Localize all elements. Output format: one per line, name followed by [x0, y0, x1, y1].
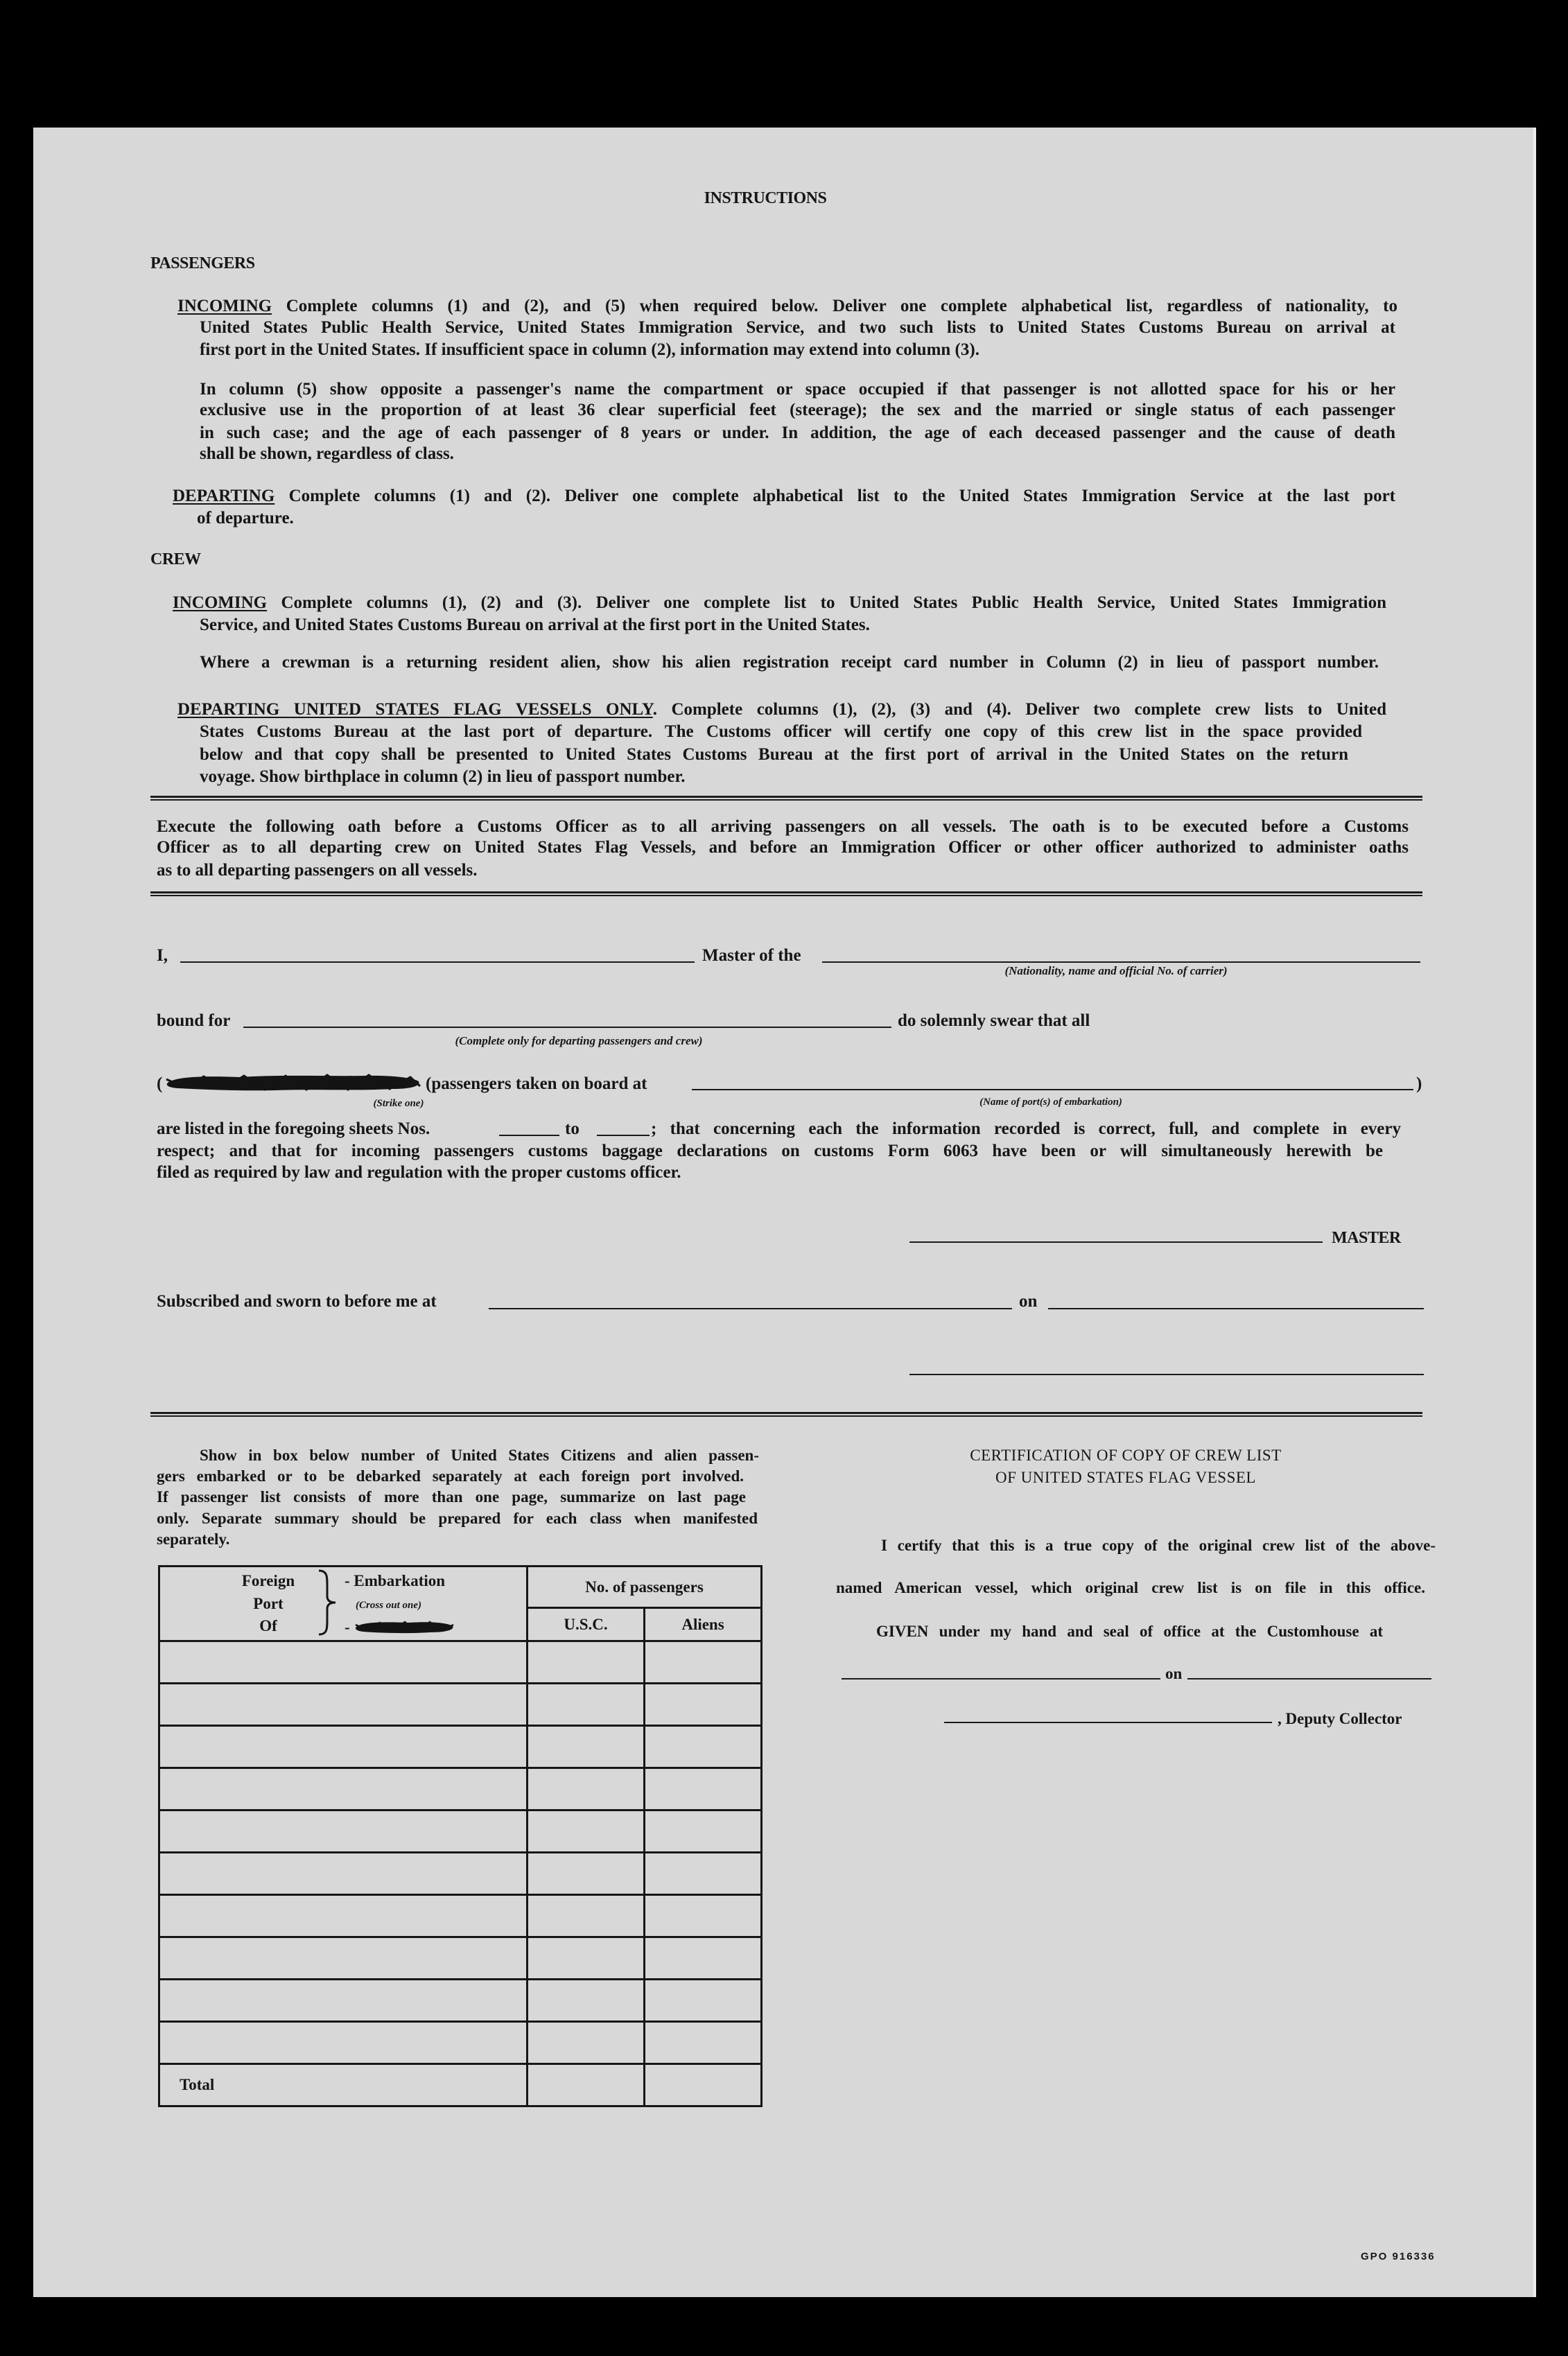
aliens-cell	[645, 1895, 762, 1937]
sworn-date-blank	[1048, 1308, 1424, 1309]
aliens-cell	[645, 1768, 762, 1810]
crew-departing-flag-line-1	[177, 701, 1386, 718]
table-header-row	[159, 1567, 762, 1608]
port-label: Port	[253, 1595, 284, 1612]
oath-line-2: respect; and that for incoming passengers customs baggage declarations on customs Form 6063 have been or will simultaneously herewith be	[157, 1142, 1383, 1160]
certification-on-label: on	[1165, 1665, 1183, 1682]
usc-cell	[528, 1895, 645, 1937]
table-row	[159, 1810, 762, 1853]
crew-incoming-line-1	[173, 594, 1386, 611]
oath-line-1: ; that concerning each the information recorded is correct, full, and complete in every	[651, 1119, 1401, 1138]
aliens-total-cell	[645, 2064, 762, 2106]
sheet-to-blank	[597, 1135, 650, 1136]
aliens-cell	[645, 1980, 762, 2022]
table-row	[159, 1980, 762, 2022]
certification-date-blank	[1187, 1678, 1431, 1679]
summary-note-line-1: Show in box below number of United States Citizens and alien passen-	[200, 1447, 759, 1464]
usc-total-cell	[528, 2064, 645, 2106]
open-paren: (	[157, 1074, 163, 1093]
usc-cell	[528, 1684, 645, 1726]
passengers-departing-line-1	[173, 487, 1395, 505]
column5-line-4: shall be shown, regardless of class.	[200, 444, 454, 463]
aliens-cell	[645, 1684, 762, 1726]
crew-departing-flag-line-4: voyage. Show birthplace in column (2) in lieu of passport number.	[200, 767, 686, 786]
column5-line-2: exclusive use in the proportion of at least 36 clear superficial feet (steerage); the sex and the married or single status of each passenger	[200, 401, 1395, 419]
incoming-label: INCOMING	[173, 593, 268, 612]
double-rule	[150, 891, 1422, 896]
passengers-incoming-line-3: first port in the United States. If insufficient space in column (2), information may extend into column (3).	[200, 340, 979, 359]
printer-code: GPO 916336	[1361, 2251, 1436, 2262]
embarkation-label: - Embarkation	[345, 1572, 446, 1589]
debarkation-dash: -	[345, 1618, 350, 1636]
port-cell	[159, 1937, 528, 1980]
embarkation-port-blank	[692, 1089, 1413, 1090]
master-label: MASTER	[1332, 1229, 1401, 1247]
redaction-scribble-icon	[164, 1072, 421, 1093]
usc-cell	[528, 1641, 645, 1684]
passengers-incoming-line-2: United States Public Health Service, United States Immigration Service, and two such lists to United States Customs Bureau on arrival at	[200, 318, 1395, 337]
crew-heading: CREW	[150, 550, 201, 568]
port-cell	[159, 1895, 528, 1937]
crew-departing-flag-line-2: States Customs Bureau at the last port of departure. The Customs officer will certify one copy of this crew list in the space provided	[200, 722, 1362, 741]
table-row	[159, 1768, 762, 1810]
aliens-cell	[645, 1937, 762, 1980]
carrier-caption: (Nationality, name and official No. of carrier)	[1004, 964, 1228, 977]
usc-cell	[528, 1726, 645, 1768]
summary-note-line-3: If passenger list consists of more than one page, summarize on last page	[157, 1488, 746, 1506]
port-cell	[159, 1641, 528, 1684]
deputy-signature-blank	[944, 1722, 1272, 1723]
column5-line-3: in such case; and the age of each passenger of 8 years or under. In addition, the age of each deceased passenger and the cause of death	[200, 424, 1395, 442]
solemnly-swear-text: do solemnly swear that all	[898, 1011, 1090, 1030]
passengers-departing-line-2: of departure.	[197, 509, 294, 527]
master-name-blank	[180, 961, 695, 963]
summary-note-line-2: gers embarked or to be debarked separately at each foreign port involved.	[157, 1467, 744, 1485]
certification-line-1: I certify that this is a true copy of the original crew list of the above-	[881, 1537, 1436, 1554]
taken-on-board-text: (passengers taken on board at	[426, 1074, 647, 1093]
bound-for-label: bound for	[157, 1011, 231, 1030]
passengers-heading: PASSENGERS	[150, 254, 255, 272]
listed-sheets-text: are listed in the foregoing sheets Nos.	[157, 1119, 430, 1138]
bound-for-blank	[243, 1027, 891, 1028]
column5-line-1: In column (5) show opposite a passenger's name the compartment or space occupied if that passenger is not allotted space for his or her	[200, 380, 1395, 399]
line-text: . Complete columns (1), (2), (3) and (4). Deliver two complete crew lists to United	[652, 700, 1386, 719]
incoming-label: INCOMING	[177, 297, 272, 315]
line-text: Complete columns (1), (2) and (3). Deliver one complete list to United States Public Health Service, United States Immigration	[281, 593, 1386, 612]
oath-instructions-line-1: Execute the following oath before a Customs Officer as to all arriving passengers on all vessels. The oath is to be executed before a Customs	[157, 817, 1409, 836]
passengers-count-header: No. of passengers	[528, 1567, 762, 1608]
passenger-summary-table	[158, 1565, 763, 2107]
total-row	[159, 2064, 762, 2106]
redaction-scribble-icon	[354, 1619, 455, 1634]
port-cell	[159, 1726, 528, 1768]
aliens-cell	[645, 1853, 762, 1895]
subscribed-text: Subscribed and sworn to before me at	[157, 1292, 437, 1311]
table-row	[159, 1641, 762, 1684]
officer-signature-blank	[909, 1374, 1424, 1375]
usc-cell	[528, 1810, 645, 1853]
oath-instructions-line-2: Officer as to all departing crew on United States Flag Vessels, and before an Immigration Officer or other officer authorized to administer oaths	[157, 838, 1409, 857]
cross-out-caption: (Cross out one)	[356, 1600, 422, 1611]
double-rule	[150, 796, 1422, 801]
sheet-from-blank	[499, 1135, 559, 1136]
bound-for-caption: (Complete only for departing passengers and crew)	[455, 1034, 703, 1047]
table-row	[159, 1726, 762, 1768]
customhouse-blank	[842, 1678, 1160, 1679]
aliens-cell	[645, 1726, 762, 1768]
to-label: to	[565, 1119, 580, 1138]
certification-line-3: GIVEN under my hand and seal of office at the Customhouse at	[876, 1623, 1383, 1640]
departing-label: DEPARTING	[173, 487, 275, 505]
double-rule	[150, 1412, 1422, 1417]
strike-one-caption: (Strike one)	[373, 1098, 424, 1109]
instructions-heading: INSTRUCTIONS	[704, 189, 827, 207]
port-cell	[159, 2022, 528, 2064]
usc-cell	[528, 1980, 645, 2022]
deputy-collector-label: , Deputy Collector	[1278, 1710, 1402, 1727]
foreign-label: Foreign	[241, 1572, 295, 1589]
aliens-cell	[645, 1810, 762, 1853]
sworn-place-blank	[489, 1308, 1012, 1309]
close-paren: )	[1416, 1074, 1422, 1093]
port-cell	[159, 1810, 528, 1853]
total-label: Total	[159, 2064, 528, 2106]
brace-icon	[317, 1569, 338, 1637]
summary-note-line-5: separately.	[157, 1530, 230, 1548]
table-row	[159, 1684, 762, 1726]
table-row	[159, 1937, 762, 1980]
port-header-cell	[159, 1567, 528, 1641]
table-row	[159, 1853, 762, 1895]
summary-note-line-4: only. Separate summary should be prepared for each class when manifested	[157, 1510, 758, 1527]
table-row	[159, 1895, 762, 1937]
port-cell	[159, 1980, 528, 2022]
oath-i: I,	[157, 946, 168, 965]
port-cell	[159, 1853, 528, 1895]
port-cell	[159, 1768, 528, 1810]
of-label: Of	[259, 1617, 277, 1634]
aliens-cell	[645, 2022, 762, 2064]
certification-title-line-2: OF UNITED STATES FLAG VESSEL	[995, 1469, 1256, 1486]
oath-line-3: filed as required by law and regulation with the proper customs officer.	[157, 1163, 681, 1182]
carrier-blank	[822, 961, 1420, 963]
usc-cell	[528, 1853, 645, 1895]
on-label: on	[1019, 1292, 1038, 1311]
certification-line-2: named American vessel, which original crew list is on file in this office.	[836, 1579, 1425, 1596]
oath-instructions-line-3: as to all departing passengers on all vessels.	[157, 861, 478, 880]
table-row	[159, 2022, 762, 2064]
departing-flag-label: DEPARTING UNITED STATES FLAG VESSELS ONLY	[177, 700, 653, 719]
port-caption: (Name of port(s) of embarkation)	[979, 1097, 1122, 1108]
crew-departing-flag-line-3: below and that copy shall be presented to United States Customs Bureau at the first port of arrival in the United States on the return	[200, 745, 1348, 764]
line-text: Complete columns (1) and (2). Deliver one complete alphabetical list to the United States Immigration Service at the last port	[288, 487, 1395, 505]
master-signature-blank	[909, 1241, 1323, 1243]
master-of-the-label: Master of the	[702, 946, 801, 965]
passengers-incoming-line-1	[177, 297, 1397, 315]
aliens-column-header: Aliens	[645, 1608, 762, 1641]
aliens-cell	[645, 1641, 762, 1684]
crew-incoming-line-2: Service, and United States Customs Bureau on arrival at the first port in the United States.	[200, 616, 870, 634]
line-text: Complete columns (1) and (2), and (5) when required below. Deliver one complete alphabetical list, regardless of nationality, to	[286, 297, 1398, 315]
usc-cell	[528, 1768, 645, 1810]
certification-title-line-1: CERTIFICATION OF COPY OF CREW LIST	[970, 1447, 1282, 1464]
port-cell	[159, 1684, 528, 1726]
usc-cell	[528, 1937, 645, 1980]
crew-alien-note: Where a crewman is a returning resident alien, show his alien registration receipt card number in Column (2) in lieu of passport number.	[200, 653, 1379, 672]
usc-cell	[528, 2022, 645, 2064]
usc-column-header: U.S.C.	[528, 1608, 645, 1641]
